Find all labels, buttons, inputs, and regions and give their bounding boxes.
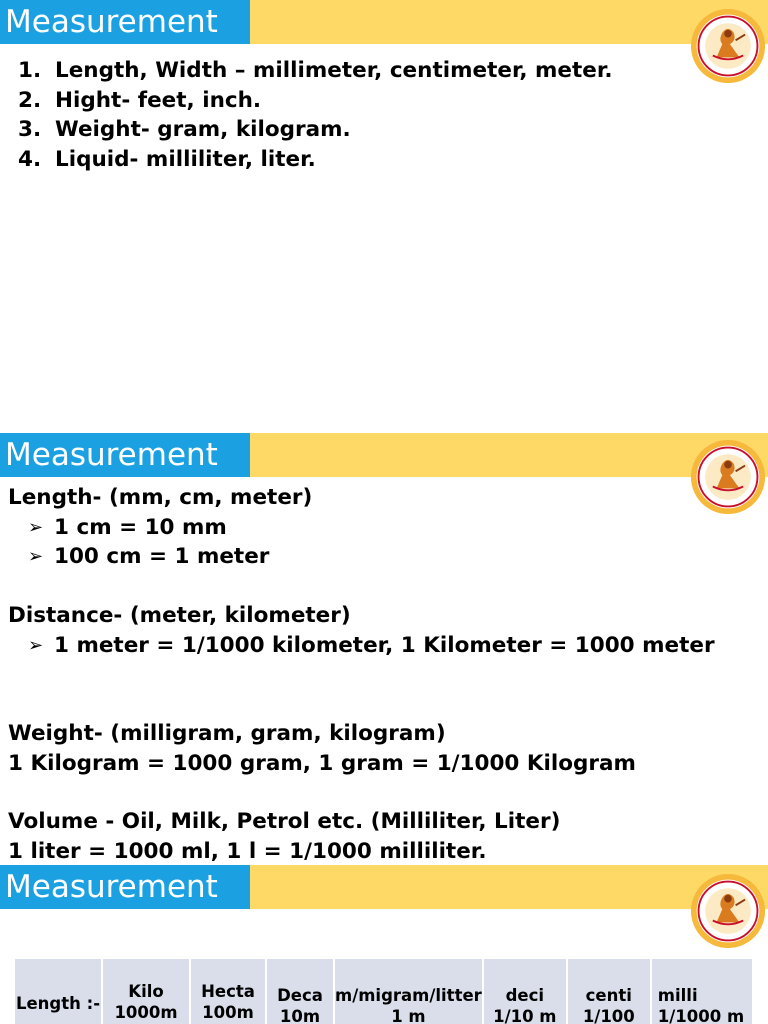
column-name: centi (585, 986, 632, 1005)
slide-title: Measurement (0, 0, 250, 44)
column-value: 100m (202, 1003, 254, 1022)
table-row (15, 959, 752, 1024)
measurement-list (18, 56, 613, 174)
seal-logo-icon (690, 8, 766, 84)
column-name: Deca (277, 986, 323, 1005)
bullet-item (8, 513, 312, 543)
table-cell (190, 959, 266, 1024)
arrow-bullet-icon: ➢ (28, 516, 44, 538)
list-number: 4. (18, 146, 42, 172)
column-name: deci (505, 986, 545, 1005)
weight-section (8, 719, 636, 778)
arrow-bullet-icon: ➢ (28, 546, 44, 567)
length-heading: Length- (mm, cm, meter) (8, 485, 313, 510)
column-value: 1000m (114, 1003, 178, 1022)
distance-section (8, 601, 744, 660)
column-value: 10m (279, 1007, 321, 1024)
list-item (18, 115, 613, 145)
seal-logo-icon (690, 439, 766, 515)
table-cell (651, 959, 752, 1024)
volume-line: 1 liter = 1000 ml, 1 l = 1/1000 milliliter. (8, 838, 487, 863)
weight-heading: Weight- (milligram, gram, kilogram) (8, 721, 446, 746)
slide-2 (0, 433, 768, 863)
volume-section (8, 807, 560, 863)
list-item (18, 86, 613, 116)
seal-logo-icon (690, 873, 766, 949)
table-cell (266, 959, 334, 1024)
metric-prefix-table (15, 959, 752, 1024)
column-value: 1/100 (582, 1007, 635, 1024)
row-label: Length :- (15, 994, 101, 1013)
column-name: Kilo (128, 982, 164, 1001)
distance-heading: Distance- (meter, kilometer) (8, 603, 351, 628)
list-text: Weight- gram, kilogram. (55, 117, 351, 142)
column-name: milli (657, 986, 698, 1005)
table-cell (15, 959, 102, 1024)
weight-line: 1 Kilogram = 1000 gram, 1 gram = 1/1000 Kilogram (8, 750, 636, 776)
column-value: 1 m (391, 1007, 426, 1024)
bullet-text: 100 cm = 1 meter (54, 544, 270, 569)
volume-heading: Volume - Oil, Milk, Petrol etc. (Milliliter, Liter) (8, 809, 561, 834)
bullet-text: 1 meter = 1/1000 kilometer, 1 Kilometer = 1000 meter (54, 632, 715, 658)
list-text: Length, Width – millimeter, centimeter, meter. (55, 58, 613, 83)
list-text: Hight- feet, inch. (55, 87, 262, 113)
column-value: 1/10 m (493, 1007, 557, 1024)
bullet-item (8, 631, 744, 661)
slide-3 (0, 865, 768, 1024)
table-cell (102, 959, 190, 1024)
column-value: 1/1000 m (657, 1007, 745, 1024)
table-cell (334, 959, 483, 1024)
slide-1 (0, 0, 768, 432)
list-number: 2. (18, 87, 42, 113)
list-number: 1. (18, 58, 42, 83)
column-name: m/migram/litter (335, 986, 482, 1005)
list-item (18, 56, 613, 86)
table-cell (483, 959, 567, 1024)
list-number: 3. (18, 117, 42, 142)
table-cell (567, 959, 651, 1024)
length-section (8, 483, 312, 572)
bullet-item (8, 542, 312, 572)
slide-title: Measurement (0, 433, 250, 477)
bullet-text: 1 cm = 10 mm (54, 514, 227, 540)
list-item (18, 145, 613, 175)
slide-title: Measurement (0, 865, 250, 909)
arrow-bullet-icon: ➢ (28, 634, 44, 656)
list-text: Liquid- milliliter, liter. (55, 146, 316, 172)
column-name: Hecta (201, 982, 255, 1001)
